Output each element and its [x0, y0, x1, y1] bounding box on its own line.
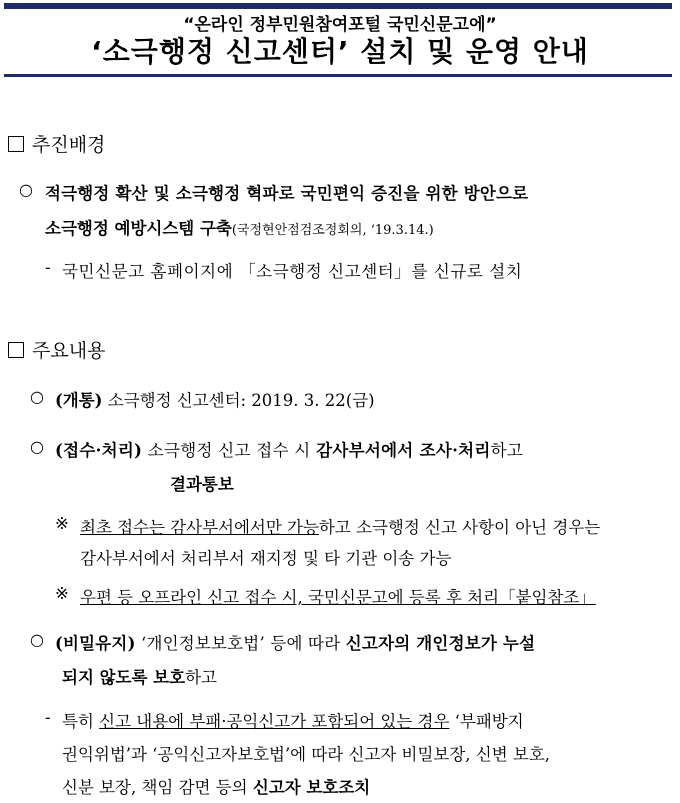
meeting-note: (국정현안점검조정회의, ‘19.3.14.)	[231, 223, 434, 238]
note2-text: 우편 등 오프라인 신고 접수 시, 국민신문고에 등록 후 처리「붙임참조」	[80, 588, 596, 607]
receipt-text-c: 하고	[490, 441, 524, 460]
privacy-sub-line3	[62, 774, 370, 798]
background-item-line2	[45, 215, 434, 239]
section-heading-background	[8, 130, 105, 157]
dash-bullet-icon: -	[45, 708, 51, 727]
note-mark-icon: ※	[55, 514, 69, 533]
privacy-text-a: ‘개인정보보호법’ 등에 따라	[141, 634, 341, 653]
privacy-sub-line2: 권익위법’과 ‘공익신고자보호법’에 따라 신고자 비밀보장, 신변 보호,	[62, 745, 551, 764]
section-heading-main	[8, 336, 105, 363]
receipt-item-line1	[55, 437, 523, 461]
note-mark-icon: ※	[55, 584, 69, 603]
background-item-line1: 적극행정 확산 및 소극행정 혁파로 국민편익 증진을 위한 방안으로	[45, 184, 529, 203]
privacy-item-line1	[55, 630, 535, 654]
header-subtitle: “온라인 정부민원참여포털 국민신문고에”	[183, 15, 497, 35]
privacy-sub-line1	[62, 708, 524, 732]
circle-bullet-icon: ○	[30, 437, 44, 456]
header-top-rule	[4, 3, 672, 9]
open-label: (개통)	[55, 391, 103, 410]
prevention-system-text: 소극행정 예방시스템 구축	[45, 219, 232, 238]
privacy-sub-underlined: 신고 내용에 부패·공익신고가 포함되어 있는 경우	[99, 712, 450, 731]
checkbox-square-icon	[8, 136, 24, 152]
receipt-label: (접수·처리)	[55, 441, 143, 460]
note1-line2: 감사부서에서 처리부서 재지정 및 타 기관 이송 가능	[80, 549, 452, 568]
circle-bullet-icon: ○	[19, 180, 33, 199]
privacy-text-b: 신고자의 개인정보가 누설	[345, 634, 536, 653]
privacy-sub-text-b: ‘부패방지	[454, 712, 524, 731]
document-title: ‘소극행정 신고센터’ 설치 및 운영 안내	[91, 35, 589, 68]
privacy-item-line2	[62, 664, 217, 688]
background-sub-item: 국민신문고 홈페이지에 「소극행정 신고센터」를 신규로 설치	[62, 262, 523, 281]
privacy-sub-line3-a: 신분 보장, 책임 감면 등의	[62, 778, 248, 797]
note1-rest: 하고 소극행정 신고 사항이 아닌 경우는	[318, 518, 601, 537]
note1-underlined: 최초 접수는 감사부서에서만 가능	[80, 518, 319, 537]
privacy-protect-rest: 하고	[185, 668, 217, 687]
open-text: 소극행정 신고센터: 2019. 3. 22(금)	[107, 391, 375, 410]
note1-line1	[80, 514, 600, 538]
receipt-item-line2: 결과통보	[170, 475, 234, 494]
privacy-protect-bold: 되지 않도록 보호	[62, 668, 186, 687]
receipt-text-a: 소극행정 신고 접수 시	[147, 441, 311, 460]
checkbox-square-icon	[8, 342, 24, 358]
section-heading-text: 주요내용	[32, 340, 106, 362]
privacy-sub-line3-bold: 신고자 보호조치	[252, 778, 371, 797]
dash-bullet-icon: -	[45, 258, 51, 277]
privacy-sub-text-a: 특히	[62, 712, 94, 731]
privacy-label: (비밀유지)	[55, 634, 136, 653]
receipt-text-b: 감사부서에서 조사·처리	[316, 441, 491, 460]
section-heading-text: 추진배경	[32, 134, 106, 156]
open-item	[55, 387, 375, 411]
header-bottom-rule	[4, 74, 672, 77]
circle-bullet-icon: ○	[30, 387, 44, 406]
circle-bullet-icon: ○	[30, 630, 44, 649]
